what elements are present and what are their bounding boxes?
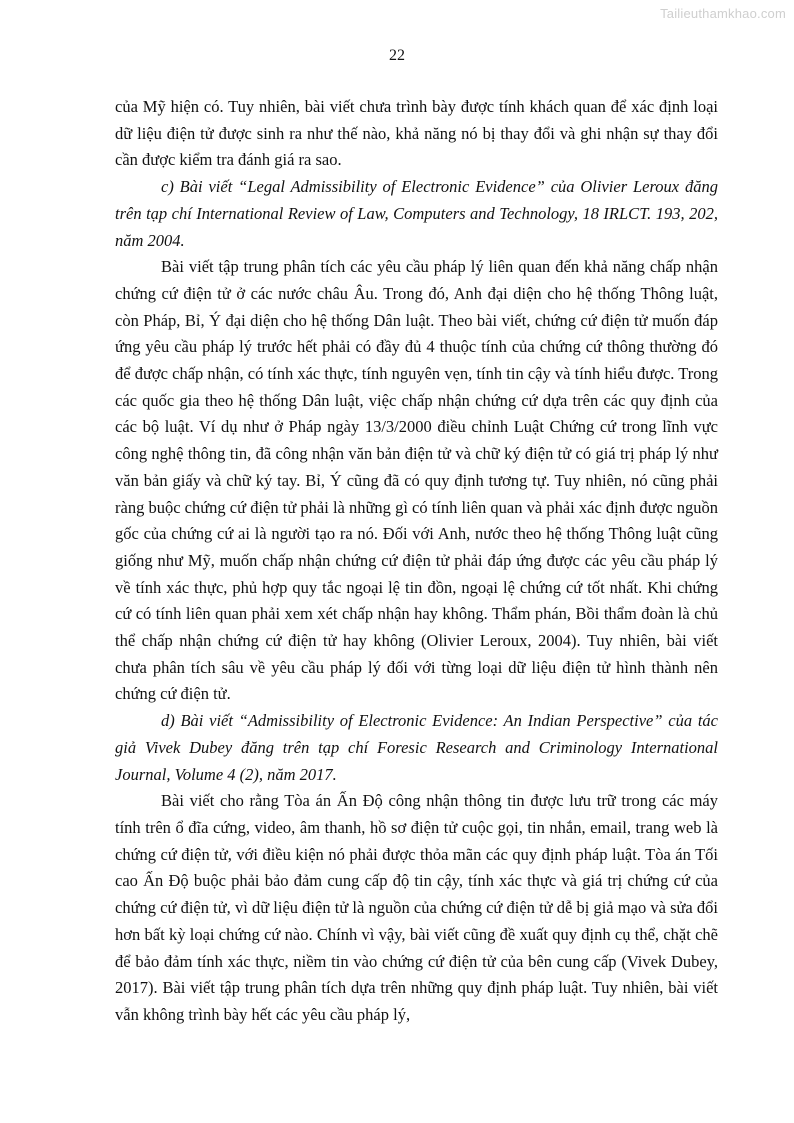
reference-c-heading: c) Bài viết “Legal Admissibility of Electronic Evidence” của Olivier Leroux đăng trên tạp chí International Review of Law, Computers and Technology, 18 IRLCT. 193, 202, năm 2004. bbox=[115, 177, 718, 250]
page-number: 22 bbox=[389, 47, 405, 64]
reference-d-heading: d) Bài viết “Admissibility of Electronic Evidence: An Indian Perspective” của tác giả Vivek Dubey đăng trên tạp chí Foresic Research and Criminology International Journal, Volume 4 (2), năm 2017. bbox=[115, 711, 718, 784]
watermark: Tailieuthamkhao.com bbox=[660, 6, 786, 21]
paragraph-continuation: của Mỹ hiện có. Tuy nhiên, bài viết chưa trình bày được tính khách quan để xác định loại dữ liệu điện tử được sinh ra như thế nào, khả năng nó bị thay đổi và ghi nhận sự thay đổi cần được kiểm tra đánh giá ra sao. bbox=[115, 97, 718, 170]
paragraph-dubey-summary: Bài viết cho rằng Tòa án Ấn Độ công nhận thông tin được lưu trữ trong các máy tính trên ổ đĩa cứng, video, âm thanh, hồ sơ điện tử cuộc gọi, tin nhắn, email, trang web là chứng cứ điện tử, với điều kiện nó phải được thỏa mãn các quy định pháp luật. Tòa án Tối cao Ấn Độ buộc phải bảo đảm cung cấp độ tin cậy, tính xác thực và giá trị chứng cứ của chứng cứ điện tử, vì dữ liệu điện tử là nguồn của chứng cứ điện tử dễ bị giả mạo và sửa đổi hơn bất kỳ loại chứng cứ nào. Chính vì vậy, bài viết cũng đề xuất quy định cụ thể, chặt chẽ để bảo đảm tính xác thực, niềm tin vào chứng cứ điện tử của bên cung cấp (Vivek Dubey, 2017). Bài viết tập trung phân tích dựa trên những quy định pháp luật. Tuy nhiên, bài viết vẫn không trình bày hết các yêu cầu pháp lý, bbox=[115, 791, 718, 1024]
paragraph-leroux-summary: Bài viết tập trung phân tích các yêu cầu pháp lý liên quan đến khả năng chấp nhận chứng cứ điện tử ở các nước châu Âu. Trong đó, Anh đại diện cho hệ thống Thông luật, còn Pháp, Bỉ, Ý đại diện cho hệ thống Dân luật. Theo bài viết, chứng cứ điện tử muốn đáp ứng yêu cầu pháp lý trước hết phải có đầy đủ 4 thuộc tính của chứng cứ thông thường đó để được chấp nhận, có tính xác thực, tính nguyên vẹn, tính tin cậy và tính hiểu được. Trong các quốc gia theo hệ thống Dân luật, việc chấp nhận chứng cứ dựa trên các quy định của các bộ luật. Ví dụ như ở Pháp ngày 13/3/2000 điều chỉnh Luật Chứng cứ trong lĩnh vực công nghệ thông tin, đã công nhận văn bản điện tử và chữ ký điện tử có giá trị pháp lý như văn bản giấy và chữ ký tay. Bỉ, Ý cũng đã có quy định tương tự. Tuy nhiên, nó cũng phải ràng buộc chứng cứ điện tử phải là những gì có tính liên quan và phải xác định được nguồn gốc của chứng cứ ai là người tạo ra nó. Đối với Anh, nước theo hệ thống Thông luật cũng giống như Mỹ, muốn chấp nhận chứng cứ điện tử phải đáp ứng được các yêu cầu pháp lý về tính xác thực, phủ hợp quy tắc ngoại lệ tin đồn, ngoại lệ chứng cứ tốt nhất. Khi chứng cứ có tính liên quan phải xem xét chấp nhận hay không. Thẩm phán, Bồi thẩm đoàn là chủ thể chấp nhận chứng cứ điện tử hay không (Olivier Leroux, 2004). Tuy nhiên, bài viết chưa phân tích sâu về yêu cầu pháp lý đối với từng loại dữ liệu điện tử hình thành nên chứng cứ điện tử. bbox=[115, 257, 718, 704]
document-body bbox=[115, 94, 718, 1029]
